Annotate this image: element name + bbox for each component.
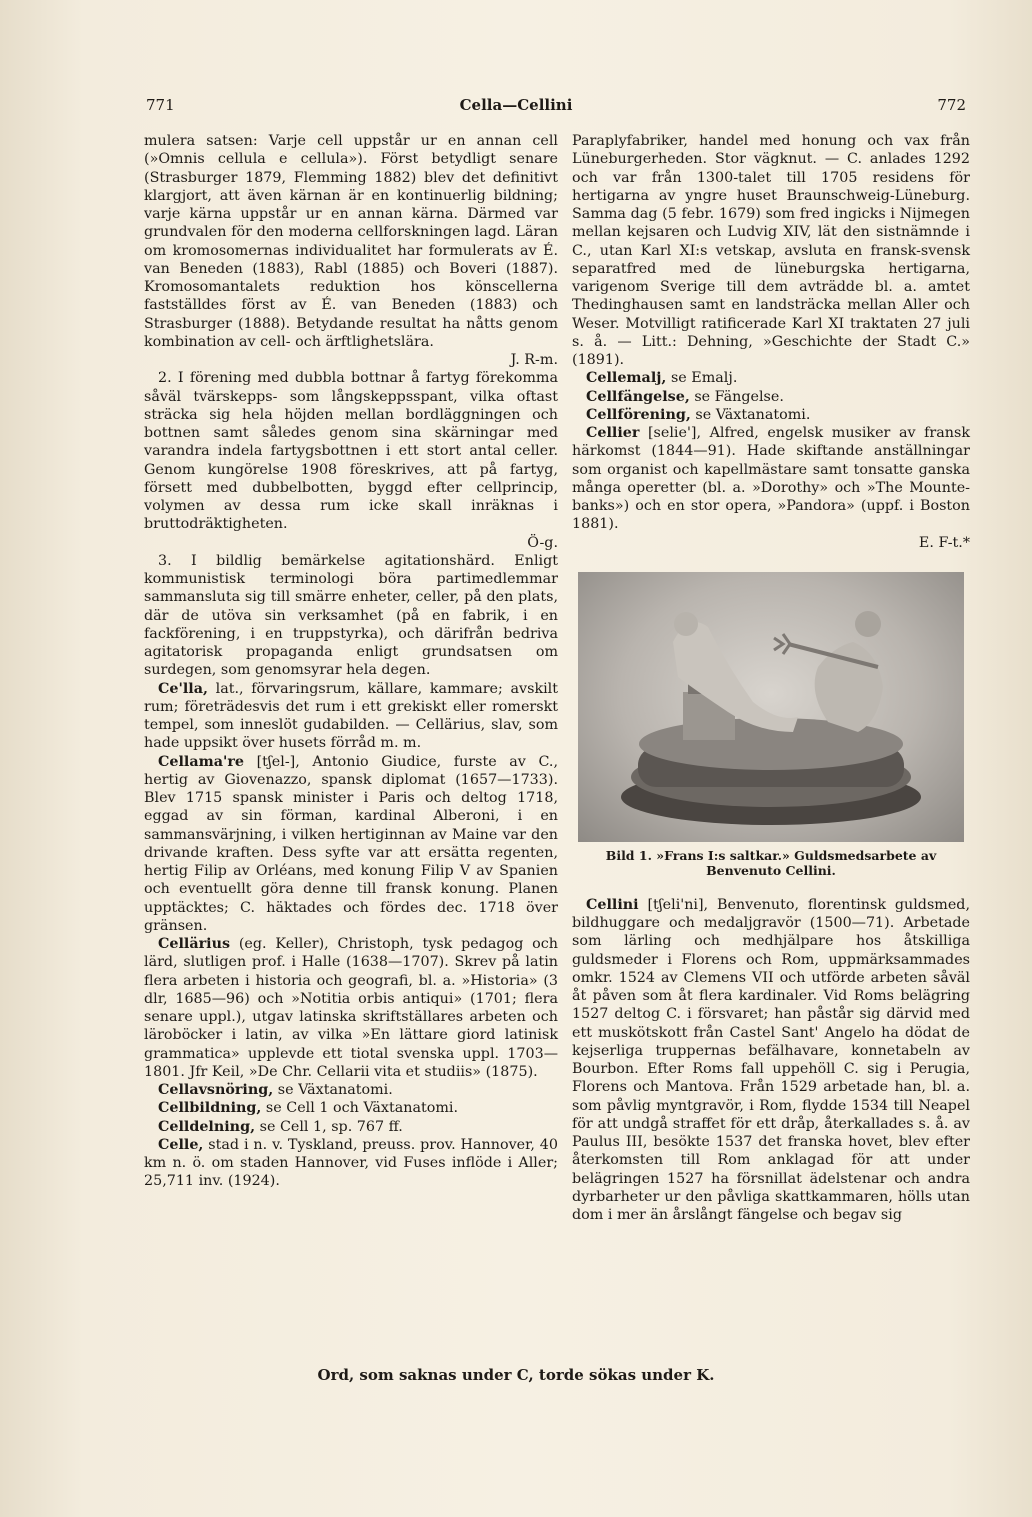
entry-cellbildning: Cellbildning, se Cell 1 och Växtanatomi. [158,1100,459,1117]
left-column [144,132,558,1191]
right-column [572,132,970,1224]
headword: Cellavsnöring, [158,1082,274,1098]
entry-cellier: Cellier [selie'], Alfred, engelsk musiker av fransk härkomst (1844—91). Hade skiftande anställningar som organist och kapellmästare samt tonsatte ganska många operetter (bl. a. »Dorothy» och »The Mounte-banks») och en stor opera, »Pandora» (uppf. i Boston 1881). E. F-t.* [572,425,970,551]
headword: Celle, [158,1136,204,1153]
author-signature: E. F-t.* [918,534,970,551]
entry-cellini: Cellini [tʃeli'ni], Benvenuto, florentinsk guldsmed, bildhuggare och medaljgravör (1500—71). Arbetade som lärling och medhjälpare hos åtskilliga guldsmeder i Florens och Rom, uppmärksammades omkr. 1524 av Clemens VII och utförde arbeten såväl åt påven som åt flera kardinaler. Vid Roms belägring 1527 deltog C. i försvaret; han påstår sig därvid med ett muskötskott från Castel Sant' Angelo ha dödat de kejserliga truppernas befälhavare, konnetabeln av Bourbon. Efter Roms fall uppehöll C. sig i Perugia, Florens och Mantova. Från 1529 arbetade han, bl. a. som påvlig myntgravör, i Rom, flydde 1534 till Neapel för att undgå straffet för ett dråp, återkallades s. å. av Paulus III, besökte 1537 det franska hovet, blev efter återkomsten till Rom anklagad för att under belägringen 1527 ha försnillat ädelstenar och andra dyrbarheter ur den påvliga skattkammaren, hölls utan dom i mer än årslångt fängelse och begav sig [572,896,970,1223]
entry-cellavsnoring: Cellavsnöring, se Växtanatomi. [158,1082,393,1098]
entry-celldelning: Celldelning, se Cell 1, sp. 767 ff. [158,1118,403,1135]
running-title: Cella—Cellini [459,96,573,114]
figure-caption: Bild 1. »Frans I:s saltkar.» Guldsmedsarbete av Benvenuto Cellini. [605,847,937,878]
entry-paragraph: 2. I förening med dubbla bottnar å fartyg förekomma såväl tvärskepps- som långskeppsspant, vilka oftast sträcka sig hela höjden mellan bordläggningen och bottnen samt således genom sina skärningar med varandra indela fartygsbottnen i ett stort antal celler. Genom kungörelse 1908 föreskrives, att på fartyg, försett med dubbelbotten, byggd efter cellprincip, volymen av dessa rum icke skall inräknas i bruttodräktigheten. Ö-g. [144,370,558,551]
headword: Cellini [586,896,639,913]
entry-cellforening: Cellförening, se Växtanatomi. [586,406,811,423]
author-signature: Ö-g. [527,534,558,551]
entry-cellfangelse: Cellfängelse, se Fängelse. [586,388,784,405]
headword: Cellärius [158,936,231,952]
headword: Cellama're [158,753,244,770]
headword: Ce'lla, [158,680,208,697]
headword: Cellier [586,425,640,441]
saltcellar-illustration [578,572,964,842]
author-signature: J. R-m. [510,352,558,368]
headword: Cellemalj, [586,370,667,387]
running-head [0,96,1032,120]
page-number-left: 771 [146,96,175,114]
headword: Cellförening, [586,406,691,423]
saltcellar-photograph [578,572,964,842]
headword: Cellbildning, [158,1100,262,1117]
entry-paragraph: Paraplyfabriker, handel med honung och vax från Lüneburgerheden. Stor vägknut. — C. anlades 1292 och var från 1300-talet till 1705 residens för hertigarna av yngre huset Braunschweig-Lüneburg. Samma dag (5 febr. 1679) som fred ingicks i Nijmegen mellan kejsaren och Ludvig XIV, lät den sistnämnde i C., utan Karl XI:s vetskap, avsluta en fransk-svensk separatfred med de lüneburgska hertigarna, varigenom Sverige till dem avträdde bl. a. amtet Thedinghausen samt en landsträcka mellan Aller och Weser. Motvilligt ratificerade Karl XI traktaten 27 juli s. å. — Litt.: Dehning, »Geschichte der Stadt C.» (1891). [572,133,970,368]
entry-cellarius: Cellärius (eg. Keller), Christoph, tysk pedagog och lärd, slutligen prof. i Halle (1638—1707). Skrev på latin flera arbeten i historia och geografi, bl. a. »Historia» (3 dlr, 1685—96) och »Notitia orbis antiqui» (1701; flera senare uppl.), utgav latinska skriftställares arbeten och läroböcker i latin, av vilka »En lättare giord latinisk grammatica» upplevde ett tiotal svenska uppl. 1703—1801. Jfr Keil, »De Chr. Cellarii vita et studiis» (1875). [144,936,558,1080]
entry-paragraph: 3. I bildlig bemärkelse agitationshärd. Enligt kommunistisk terminologi böra partimedlemmar sammansluta sig till smärre enheter, celler, på den plats, där de utöva sin verksamhet (på en fabrik, i en fackförening, i en truppstyrka), och därifrån bedriva agitatorisk propaganda enligt grundsatsen om surdegen, som genomsyrar hela degen. [144,552,558,679]
entry-celle: Celle, stad i n. v. Tyskland, preuss. prov. Hannover, 40 km n. ö. om staden Hannover, vid Fuses inflöde i Aller; 25,711 inv. (1924). [144,1136,558,1190]
headword: Celldelning, [158,1118,256,1135]
page-number-right: 772 [937,96,966,114]
entry-cella: Ce'lla, lat., förvaringsrum, källare, kammare; avskilt rum; företrädesvis det rum i ett grekiskt eller romerskt tempel, som inneslöt gudabilden. — Cellärius, slav, som hade uppsikt över husets förråd m. m. [144,680,558,752]
entry-cellamare: Cellama're [tʃel-], Antonio Giudice, furste av C., hertig av Giovenazzo, spansk diplomat (1657—1733). Blev 1715 spansk minister i Paris och deltog 1718, eggad av sin förman, kardinal Alberoni, i en sammansvärjning, i vilken hertiginnan av Maine var den drivande kraften. Dess syfte var att ersätta regenten, hertig Filip av Orléans, med konung Filip V av Spanien och eventuellt göra denne till fransk konung. Planen upptäcktes; C. häktades och fördes dec. 1718 över gränsen. [144,753,558,934]
entry-cellemalj: Cellemalj, se Emalj. [586,370,738,387]
headword: Cellfängelse, [586,388,690,405]
footer-note: Ord, som saknas under C, torde sökas under K. [317,1366,715,1384]
entry-paragraph: mulera satsen: Varje cell uppstår ur en annan cell (»Omnis cellula e cellula»). Först betydligt senare (Strasburger 1879, Flemming 1882) blev det definitivt klargjort, att även kärnan är en kontinuerlig bildning; varje kärna uppstår ur en annan kärna. Därmed var grundvalen för den moderna cellforskningen lagd. Läran om kromosomernas individualitet har formulerats av É. van Beneden (1883), Rabl (1885) och Boveri (1887). Kromosomantalets reduktion hos könscellerna fastställdes först av É. van Beneden (1883) och Strasburger (1888). Betydande resultat ha nåtts genom kombination av cell- och ärftlighetslära. J. R-m. [144,133,558,368]
